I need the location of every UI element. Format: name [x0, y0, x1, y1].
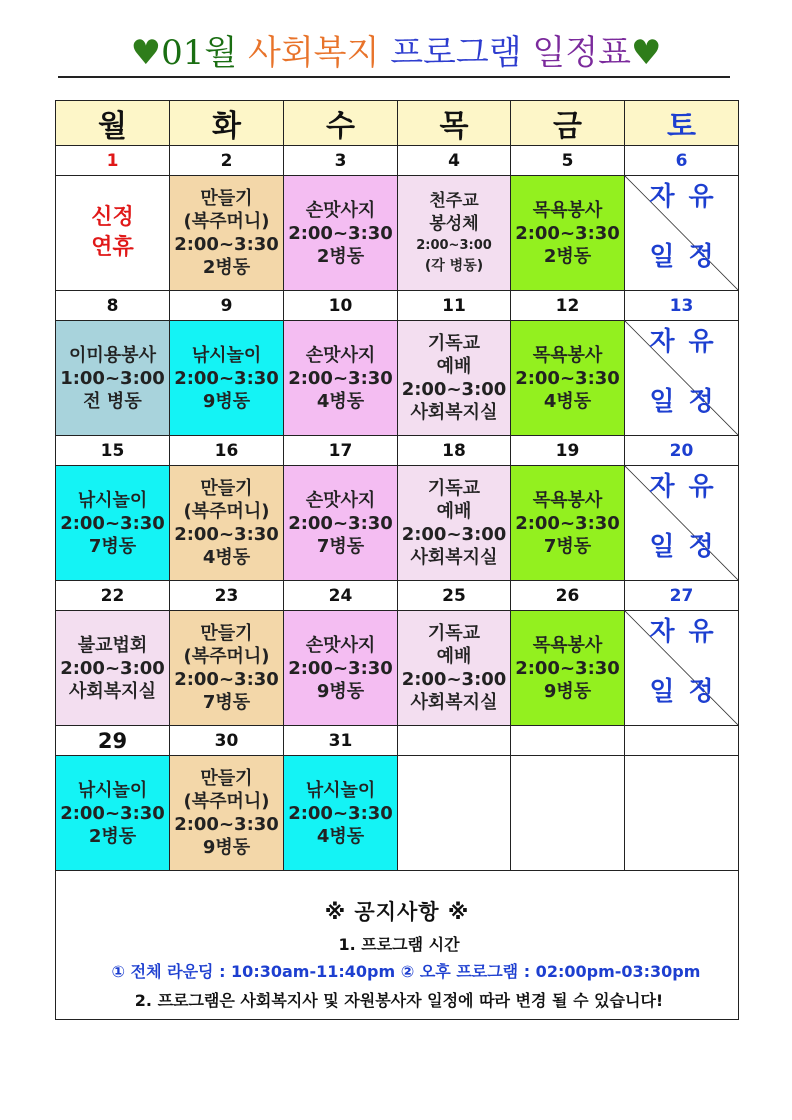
notice-item-1: 1. 프로그램 시간	[338, 934, 460, 954]
notice-box	[56, 871, 739, 1020]
title-underline	[58, 76, 730, 78]
date-cell: 3	[284, 146, 398, 176]
date-cell: 25	[398, 581, 511, 611]
event-bath-volunteer: 목욕봉사 2:00~3:30 7병동	[511, 466, 625, 581]
event-hand-massage: 손맛사지 2:00~3:30 9병동	[284, 611, 398, 726]
weekday-wed: 수	[284, 101, 398, 146]
weekday-header-row	[56, 101, 739, 146]
event-craft: 만들기 (복주머니) 2:00~3:30 2병동	[170, 176, 284, 291]
date-cell: 30	[170, 726, 284, 756]
event-free-day: 자유 일정	[625, 466, 739, 581]
event-christian-worship: 기독교 예배 2:00~3:00 사회복지실	[398, 321, 511, 436]
event-christian-worship: 기독교 예배 2:00~3:00 사회복지실	[398, 611, 511, 726]
notice-row	[56, 871, 739, 1020]
date-row	[56, 146, 739, 176]
heart-left-icon: ♥	[130, 33, 162, 73]
event-free-day: 자유 일정	[625, 176, 739, 291]
event-free-day: 자유 일정	[625, 611, 739, 726]
date-cell	[398, 726, 511, 756]
calendar-table	[55, 100, 739, 1020]
weekday-mon: 월	[56, 101, 170, 146]
title-word-social-welfare: 사회복지	[247, 33, 380, 73]
date-cell: 18	[398, 436, 511, 466]
event-empty	[625, 756, 739, 871]
event-row	[56, 466, 739, 581]
event-holiday: 신정 연휴	[56, 176, 170, 291]
date-cell: 17	[284, 436, 398, 466]
date-cell: 16	[170, 436, 284, 466]
event-fishing-game: 낚시놀이 2:00~3:30 2병동	[56, 756, 170, 871]
date-row	[56, 726, 739, 756]
event-bath-volunteer: 목욕봉사 2:00~3:30 9병동	[511, 611, 625, 726]
event-christian-worship: 기독교 예배 2:00~3:00 사회복지실	[398, 466, 511, 581]
date-cell: 13	[625, 291, 739, 321]
event-craft: 만들기 (복주머니) 2:00~3:30 9병동	[170, 756, 284, 871]
event-fishing-game: 낚시놀이 2:00~3:30 7병동	[56, 466, 170, 581]
weekday-fri: 금	[511, 101, 625, 146]
event-craft: 만들기 (복주머니) 2:00~3:30 7병동	[170, 611, 284, 726]
event-fishing-game: 낚시놀이 2:00~3:30 4병동	[284, 756, 398, 871]
date-cell: 29	[56, 726, 170, 756]
heart-right-icon: ♥	[630, 33, 662, 73]
date-cell: 24	[284, 581, 398, 611]
date-cell: 6	[625, 146, 739, 176]
date-cell: 8	[56, 291, 170, 321]
event-bath-volunteer: 목욕봉사 2:00~3:30 2병동	[511, 176, 625, 291]
date-cell: 10	[284, 291, 398, 321]
notice-item-2: 2. 프로그램은 사회복지사 및 자원봉사자 일정에 따라 변경 될 수 있습니다!	[134, 990, 664, 1010]
event-catholic: 천주교 봉성체 2:00~3:00 (각 병동)	[398, 176, 511, 291]
event-empty	[398, 756, 511, 871]
event-fishing-game: 낚시놀이 2:00~3:30 9병동	[170, 321, 284, 436]
date-cell: 4	[398, 146, 511, 176]
date-cell: 26	[511, 581, 625, 611]
date-row	[56, 581, 739, 611]
date-cell: 2	[170, 146, 284, 176]
date-cell	[511, 726, 625, 756]
event-row	[56, 756, 739, 871]
date-cell: 27	[625, 581, 739, 611]
event-row	[56, 176, 739, 291]
event-hand-massage: 손맛사지 2:00~3:30 2병동	[284, 176, 398, 291]
date-cell: 9	[170, 291, 284, 321]
date-row	[56, 291, 739, 321]
event-hand-massage: 손맛사지 2:00~3:30 7병동	[284, 466, 398, 581]
notice-title: ※ 공지사항 ※	[324, 899, 470, 924]
event-bath-volunteer: 목욕봉사 2:00~3:30 4병동	[511, 321, 625, 436]
date-cell: 5	[511, 146, 625, 176]
date-cell: 23	[170, 581, 284, 611]
date-cell: 11	[398, 291, 511, 321]
event-haircut-volunteer: 이미용봉사 1:00~3:00 전 병동	[56, 321, 170, 436]
date-cell	[625, 726, 739, 756]
event-row	[56, 611, 739, 726]
title-month: 01월	[161, 33, 238, 73]
date-cell: 1	[56, 146, 170, 176]
weekday-sat: 토	[625, 101, 739, 146]
date-cell: 12	[511, 291, 625, 321]
date-cell: 15	[56, 436, 170, 466]
event-buddhist-service: 불교법회 2:00~3:00 사회복지실	[56, 611, 170, 726]
date-row	[56, 436, 739, 466]
date-cell: 20	[625, 436, 739, 466]
title-word-schedule: 일정표	[532, 33, 631, 73]
date-cell: 22	[56, 581, 170, 611]
event-hand-massage: 손맛사지 2:00~3:30 4병동	[284, 321, 398, 436]
event-row	[56, 321, 739, 436]
title-word-program: 프로그램	[390, 33, 522, 73]
date-cell: 31	[284, 726, 398, 756]
event-craft: 만들기 (복주머니) 2:00~3:30 4병동	[170, 466, 284, 581]
weekday-tue: 화	[170, 101, 284, 146]
notice-item-1-detail: ① 전체 라운딩 : 10:30am-11:40pm ② 오후 프로그램 : 02:00pm-03:30pm	[111, 961, 701, 981]
weekday-thu: 목	[398, 101, 511, 146]
event-free-day: 자유 일정	[625, 321, 739, 436]
page-title	[40, 30, 752, 76]
date-cell: 19	[511, 436, 625, 466]
event-empty	[511, 756, 625, 871]
